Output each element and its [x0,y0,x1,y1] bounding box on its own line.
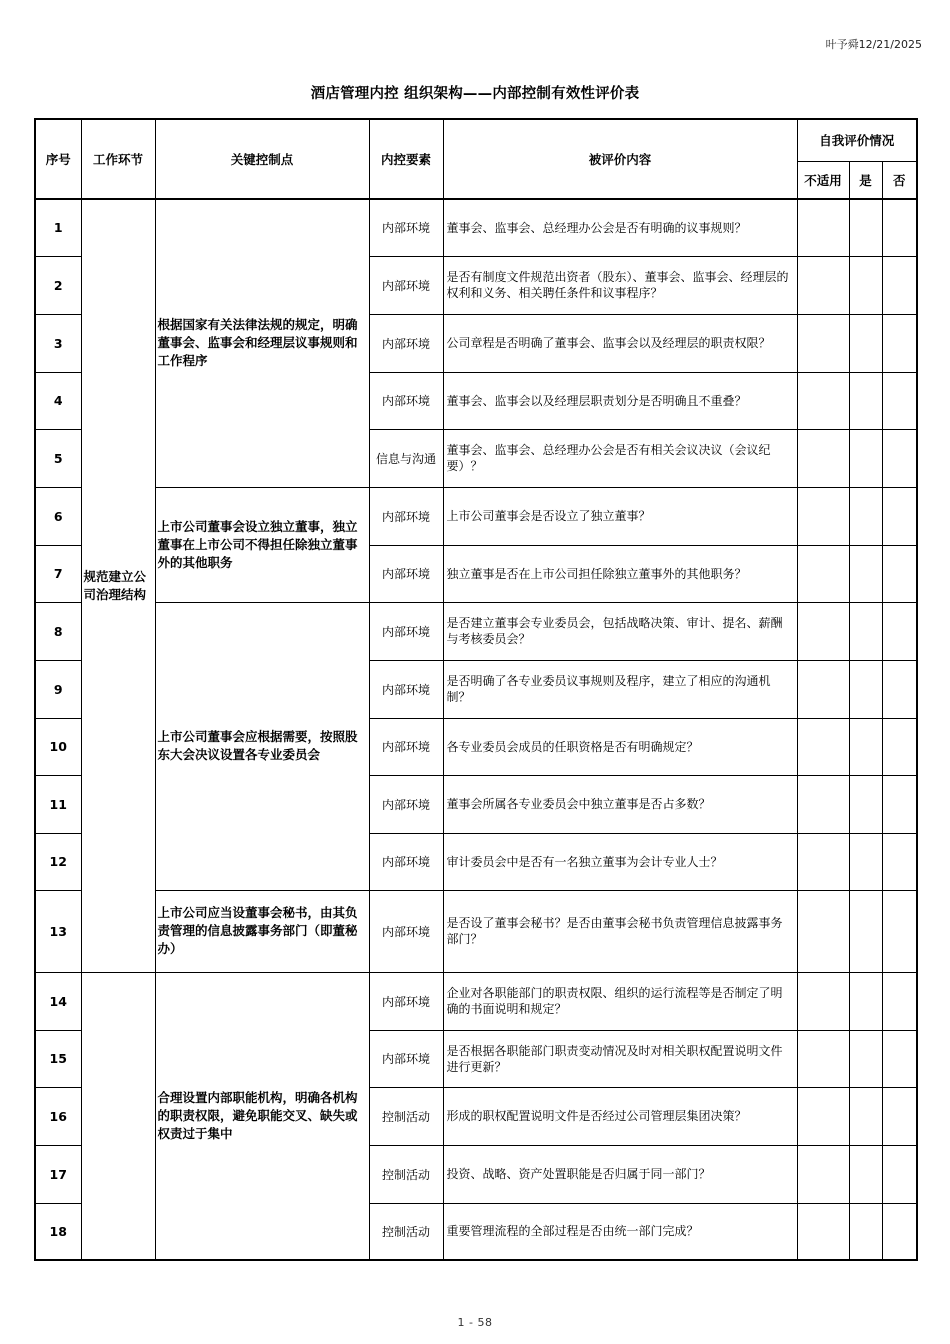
table-row [35,487,917,545]
na-checkbox-cell[interactable] [797,890,849,972]
yes-checkbox-cell[interactable] [849,775,882,833]
na-checkbox-cell[interactable] [797,775,849,833]
yes-checkbox-cell[interactable] [849,833,882,890]
na-checkbox-cell[interactable] [797,602,849,660]
row-num: 5 [35,429,81,487]
row-num: 15 [35,1030,81,1087]
na-checkbox-cell[interactable] [797,1087,849,1145]
key-point-cell: 上市公司董事会应根据需要，按照股东大会决议设置各专业委员会 [155,602,369,890]
no-checkbox-cell[interactable] [882,545,917,602]
content-cell: 是否建立董事会专业委员会，包括战略决策、审计、提名、薪酬与考核委员会？ [443,602,797,660]
content-cell: 重要管理流程的全部过程是否由统一部门完成？ [443,1203,797,1260]
no-checkbox-cell[interactable] [882,718,917,775]
yes-checkbox-cell[interactable] [849,718,882,775]
row-num: 8 [35,602,81,660]
element-cell: 控制活动 [369,1145,443,1203]
content-cell: 审计委员会中是否有一名独立董事为会计专业人士？ [443,833,797,890]
element-cell: 内部环境 [369,775,443,833]
na-checkbox-cell[interactable] [797,718,849,775]
element-cell: 内部环境 [369,256,443,314]
na-checkbox-cell[interactable] [797,314,849,372]
content-cell: 独立董事是否在上市公司担任除独立董事外的其他职务？ [443,545,797,602]
row-num: 1 [35,199,81,256]
row-num: 2 [35,256,81,314]
row-num: 10 [35,718,81,775]
na-checkbox-cell[interactable] [797,199,849,256]
yes-checkbox-cell[interactable] [849,890,882,972]
row-num: 7 [35,545,81,602]
yes-checkbox-cell[interactable] [849,372,882,429]
no-checkbox-cell[interactable] [882,775,917,833]
row-num: 13 [35,890,81,972]
no-checkbox-cell[interactable] [882,372,917,429]
content-cell: 董事会、监事会、总经理办公会是否有明确的议事规则？ [443,199,797,256]
element-cell: 控制活动 [369,1087,443,1145]
row-num: 16 [35,1087,81,1145]
table-row [35,972,917,1030]
no-checkbox-cell[interactable] [882,487,917,545]
key-point-cell: 根据国家有关法律法规的规定，明确董事会、监事会和经理层议事规则和工作程序 [155,199,369,487]
content-cell: 上市公司董事会是否设立了独立董事？ [443,487,797,545]
col-header-na: 不适用 [797,161,849,199]
content-cell: 董事会所属各专业委员会中独立董事是否占多数？ [443,775,797,833]
na-checkbox-cell[interactable] [797,1145,849,1203]
na-checkbox-cell[interactable] [797,429,849,487]
yes-checkbox-cell[interactable] [849,660,882,718]
na-checkbox-cell[interactable] [797,372,849,429]
no-checkbox-cell[interactable] [882,602,917,660]
na-checkbox-cell[interactable] [797,545,849,602]
na-checkbox-cell[interactable] [797,833,849,890]
content-cell: 是否设了董事会秘书？是否由董事会秘书负责管理信息披露事务部门？ [443,890,797,972]
row-num: 6 [35,487,81,545]
evaluation-table [34,118,918,1261]
col-header-self-eval: 自我评价情况 [797,119,917,161]
no-checkbox-cell[interactable] [882,256,917,314]
col-header-content: 被评价内容 [443,119,797,199]
row-num: 18 [35,1203,81,1260]
yes-checkbox-cell[interactable] [849,199,882,256]
content-cell: 各专业委员会成员的任职资格是否有明确规定？ [443,718,797,775]
content-cell: 是否根据各职能部门职责变动情况及时对相关职权配置说明文件进行更新？ [443,1030,797,1087]
yes-checkbox-cell[interactable] [849,487,882,545]
content-cell: 是否有制度文件规范出资者（股东）、董事会、监事会、经理层的权利和义务、相关聘任条件和议事程序？ [443,256,797,314]
no-checkbox-cell[interactable] [882,833,917,890]
na-checkbox-cell[interactable] [797,1030,849,1087]
no-checkbox-cell[interactable] [882,1087,917,1145]
content-cell: 董事会、监事会、总经理办公会是否有相关会议决议（会议纪要）？ [443,429,797,487]
element-cell: 内部环境 [369,660,443,718]
table-row [35,602,917,660]
na-checkbox-cell[interactable] [797,487,849,545]
row-num: 14 [35,972,81,1030]
key-point-cell: 合理设置内部职能机构，明确各机构的职责权限，避免职能交叉、缺失或权责过于集中 [155,972,369,1260]
key-point-cell: 上市公司董事会设立独立董事，独立董事在上市公司不得担任除独立董事外的其他职务 [155,487,369,602]
element-cell: 内部环境 [369,314,443,372]
no-checkbox-cell[interactable] [882,1030,917,1087]
no-checkbox-cell[interactable] [882,890,917,972]
col-header-element: 内控要素 [369,119,443,199]
content-cell: 董事会、监事会以及经理层职责划分是否明确且不重叠？ [443,372,797,429]
col-header-num: 序号 [35,119,81,199]
row-num: 17 [35,1145,81,1203]
element-cell: 内部环境 [369,545,443,602]
element-cell: 控制活动 [369,1203,443,1260]
element-cell: 内部环境 [369,718,443,775]
no-checkbox-cell[interactable] [882,1145,917,1203]
row-num: 3 [35,314,81,372]
element-cell: 内部环境 [369,1030,443,1087]
page-title: 酒店管理内控 组织架构——内部控制有效性评价表 [310,86,640,102]
yes-checkbox-cell[interactable] [849,1087,882,1145]
row-num: 9 [35,660,81,718]
element-cell: 内部环境 [369,372,443,429]
content-cell: 企业对各职能部门的职责权限、组织的运行流程等是否制定了明确的书面说明和规定？ [443,972,797,1030]
yes-checkbox-cell[interactable] [849,256,882,314]
content-cell: 公司章程是否明确了董事会、监事会以及经理层的职责权限？ [443,314,797,372]
stage-cell: 规范建立公司治理结构 [81,199,155,972]
content-cell: 投资、战略、资产处置职能是否归属于同一部门？ [443,1145,797,1203]
no-checkbox-cell[interactable] [882,429,917,487]
no-checkbox-cell[interactable] [882,972,917,1030]
no-checkbox-cell[interactable] [882,660,917,718]
yes-checkbox-cell[interactable] [849,1145,882,1203]
yes-checkbox-cell[interactable] [849,1203,882,1260]
stage-cell-empty [81,972,155,1260]
key-point-cell: 上市公司应当设董事会秘书，由其负责管理的信息披露事务部门（即董秘办） [155,890,369,972]
element-cell: 内部环境 [369,199,443,256]
element-cell: 内部环境 [369,833,443,890]
na-checkbox-cell[interactable] [797,660,849,718]
row-num: 4 [35,372,81,429]
na-checkbox-cell[interactable] [797,1203,849,1260]
content-cell: 是否明确了各专业委员议事规则及程序，建立了相应的沟通机制？ [443,660,797,718]
no-checkbox-cell[interactable] [882,199,917,256]
col-header-yes: 是 [849,161,882,199]
element-cell: 内部环境 [369,487,443,545]
header-note: 叶予舜12/21/2025 [825,38,922,51]
yes-checkbox-cell[interactable] [849,429,882,487]
element-cell: 内部环境 [369,890,443,972]
col-header-no: 否 [882,161,917,199]
no-checkbox-cell[interactable] [882,314,917,372]
element-cell: 内部环境 [369,972,443,1030]
no-checkbox-cell[interactable] [882,1203,917,1260]
col-header-stage: 工作环节 [81,119,155,199]
yes-checkbox-cell[interactable] [849,545,882,602]
yes-checkbox-cell[interactable] [849,602,882,660]
na-checkbox-cell[interactable] [797,972,849,1030]
yes-checkbox-cell[interactable] [849,314,882,372]
element-cell: 内部环境 [369,602,443,660]
yes-checkbox-cell[interactable] [849,1030,882,1087]
yes-checkbox-cell[interactable] [849,972,882,1030]
col-header-key-point: 关键控制点 [155,119,369,199]
content-cell: 形成的职权配置说明文件是否经过公司管理层集团决策？ [443,1087,797,1145]
page-number: 1 - 58 [457,1316,493,1329]
table-row [35,199,917,256]
row-num: 12 [35,833,81,890]
table-row [35,890,917,972]
row-num: 11 [35,775,81,833]
na-checkbox-cell[interactable] [797,256,849,314]
element-cell: 信息与沟通 [369,429,443,487]
